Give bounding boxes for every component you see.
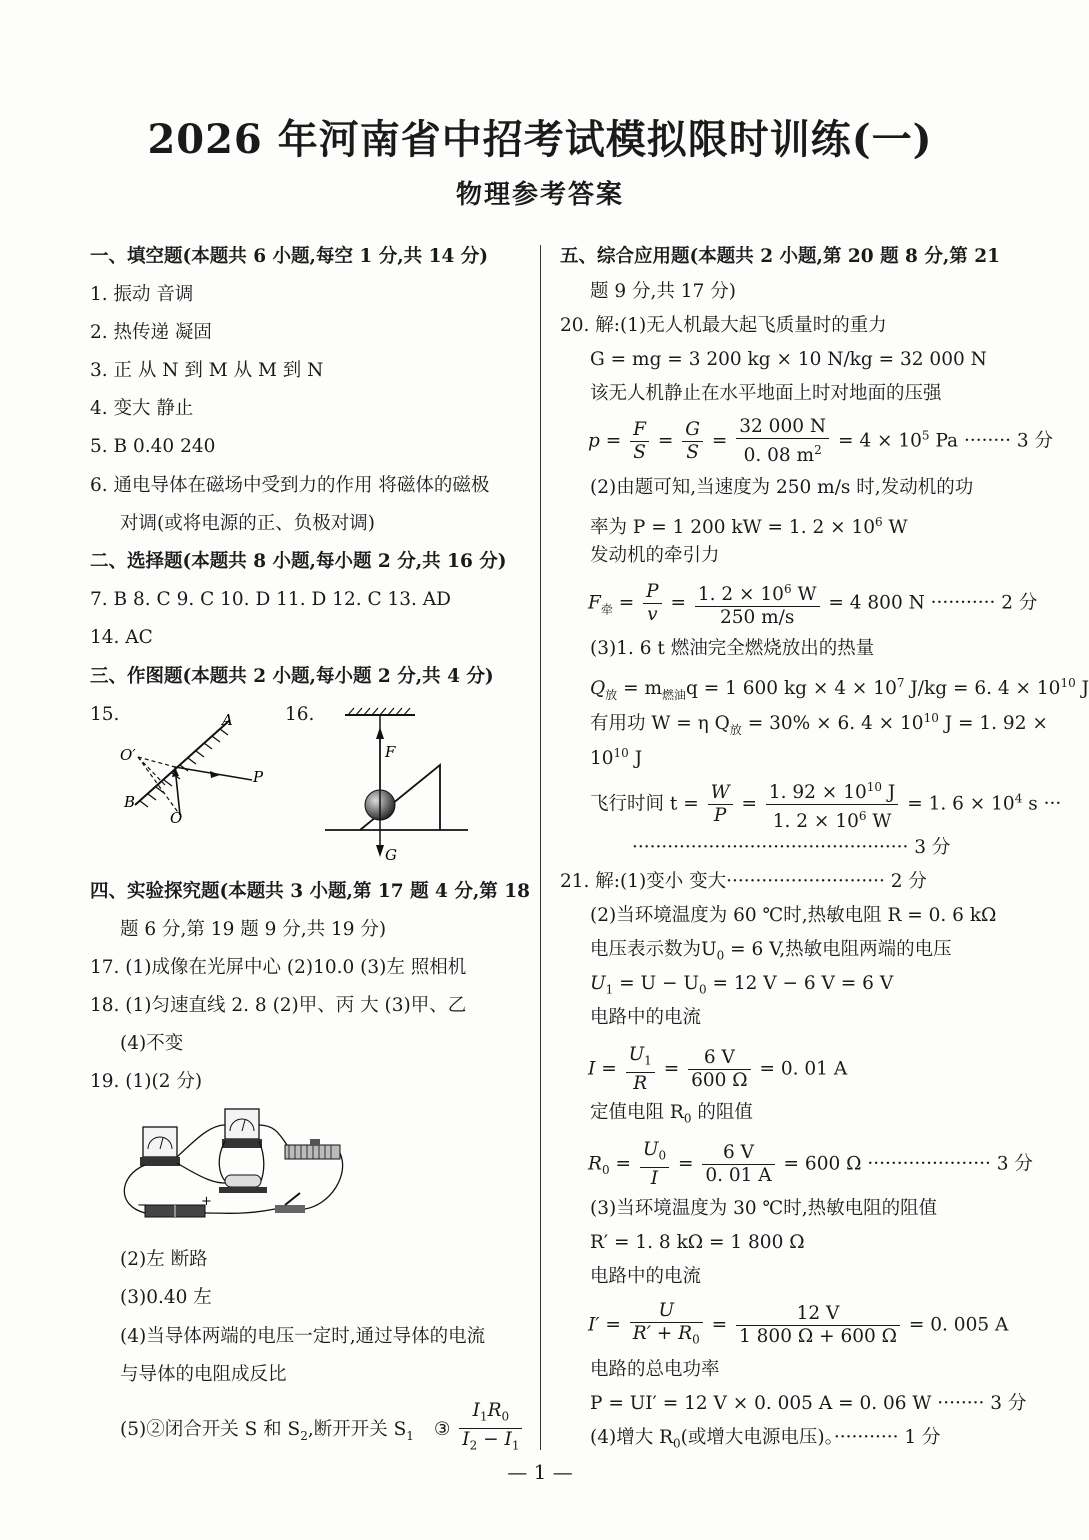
label-O: O (170, 809, 183, 827)
q21-3-line3: 电路中的电流 (590, 1266, 702, 1287)
battery-positive-label: + (201, 1194, 212, 1209)
q20-force-formula: $F_牵$ = $\frac{P}{v}$ = $\frac{1. 2 \times 10^6 W}{250 m/s}$ = 4 800 N ··········· 2 分 (588, 578, 1037, 629)
answer-5: 5. B 0.40 240 (90, 436, 216, 457)
page-title: 2026 年河南省中招考试模拟限时训练(一) (147, 116, 933, 163)
q20-line1: 20. 解:(1)无人机最大起飞质量时的重力 (560, 315, 887, 336)
section-5-title-line1: 五、综合应用题(本题共 2 小题,第 20 题 8 分,第 21 (560, 246, 1000, 267)
q21-current-prime-formula: I′ = $\frac{U}{R' + R_0}$ = $\frac{12 V}{1 800 \Omega + 600 \Omega}$ = 0. 005 A (588, 1300, 1009, 1347)
q20-2-line2: 率为 P = 1 200 kW = 1. $2 \times 10^6$ W (590, 515, 908, 539)
q21-line2: (2)当环境温度为 60 ℃时,热敏电阻 R = 0. 6 kΩ (590, 905, 997, 926)
question-16-label: 16. (285, 704, 315, 725)
answer-19-5: (5)②闭合开关 S 和 $S_2$,断开开关 $S_1$ ③ $\frac{I_1R_0}{I_2 - I_1}$ (120, 1402, 525, 1458)
answer-19-4-line2: 与导体的电阻成反比 (120, 1364, 287, 1385)
label-A: A (222, 711, 233, 729)
answer-3: 3. 正 从 N 到 M 从 M 到 N (90, 360, 324, 381)
page-subtitle: 物理参考答案 (455, 180, 624, 210)
figure-16-force-diagram (320, 705, 480, 865)
label-B: B (124, 793, 136, 811)
q21-4: (4)增大 $R_0$(或增大电源电压)。··········· 1 分 (590, 1427, 941, 1451)
section-4-title-line2: 题 6 分,第 19 题 9 分,共 19 分) (120, 919, 387, 940)
q20-2-line1: (2)由题可知,当速度为 250 m/s 时,发动机的功 (590, 477, 974, 498)
q21-3-line4: 电路的总电功率 (590, 1359, 720, 1380)
section-2-title: 二、选择题(本题共 8 小题,每小题 2 分,共 16 分) (90, 551, 507, 572)
answer-19-4-line1: (4)当导体两端的电压一定时,通过导体的电流 (120, 1326, 486, 1347)
q20-line3: 该无人机静止在水平地面上时对地面的压强 (590, 383, 942, 404)
answer-2: 2. 热传递 凝固 (90, 322, 212, 343)
q21-line3: 电压表示数为$U_0 = 6$ V,热敏电阻两端的电压 (590, 939, 952, 963)
q21-current-formula: I = $\frac{U_1}{R}$ = $\frac{6 V}{600 \Omega}$ = 0. 01 A (588, 1044, 848, 1094)
page-number: — 1 — (507, 1460, 573, 1484)
q20-heat-formula: $Q_放 = m_{燃油}q = 1$ 600 kg × $4 \times 10^7$ J/kg = 6. $4 \times 10^{10}$ J (590, 676, 1089, 702)
answer-19-1: 19. (1)(2 分) (90, 1071, 203, 1092)
section-3-title: 三、作图题(本题共 2 小题,每小题 2 分,共 4 分) (90, 666, 494, 687)
figure-15-mirror-diagram (110, 705, 280, 830)
answer-17: 17. (1)成像在光屏中心 (2)10.0 (3)左 照相机 (90, 957, 467, 978)
answer-19-3: (3)0.40 左 (120, 1287, 212, 1308)
section-4-title-line1: 四、实验探究题(本题共 3 小题,第 17 题 4 分,第 18 (90, 881, 530, 902)
q20-time-score: ··············································· 3 分 (632, 837, 951, 858)
answer-19-5-fraction: $\frac{I_1R_0}{I_2 - I_1}$ (459, 1400, 522, 1456)
q20-line2: G = mg = 3 200 kg × 10 N/kg = 32 000 N (590, 349, 987, 370)
battery-negative-label: − (137, 1198, 148, 1213)
answer-6-line1: 6. 通电导体在磁场中受到力的作用 将磁体的磁极 (90, 475, 490, 496)
label-O-prime: O′ (120, 746, 136, 764)
q21-r0-formula: $R_0$ = $\frac{U_0}{I}$ = $\frac{6 V}{0. 01 A}$ = 600 Ω ····················· 3 分 (588, 1139, 1033, 1189)
q20-3-line1: (3)1. 6 t 燃油完全燃烧放出的热量 (590, 638, 875, 659)
q21-3-line2: R′ = 1. 8 kΩ = 1 800 Ω (590, 1232, 805, 1253)
label-G: G (385, 846, 397, 864)
q21-line1: 21. 解:(1)变小 变大··························· 2 分 (560, 871, 927, 892)
column-divider (540, 245, 541, 1450)
question-15-label: 15. (90, 704, 120, 725)
section-5-title-line2: 题 9 分,共 17 分) (590, 281, 736, 302)
q20-time-formula: 飞行时间 t = $\frac{W}{P}$ = $\frac{1. 92 \times 10^{10} J}{1. 2 \times 10^6 W}$ = 1. $6 \times 10^4$ s ··· (590, 776, 1061, 833)
q21-3-line1: (3)当环境温度为 30 ℃时,热敏电阻的阻值 (590, 1198, 938, 1219)
q21-line4: $U_1 = U - U_0 = 12$ V − 6 V = 6 V (590, 973, 894, 997)
q21-line5: 电路中的电流 (590, 1007, 702, 1028)
label-F: F (385, 743, 396, 761)
answers-7-13: 7. B 8. C 9. C 10. D 11. D 12. C 13. AD (90, 589, 452, 610)
q20-work-line1: 有用功 W = η $Q_放 = 30\% \times 6$. $4 \times 10^{10}$ J = 1. 92 × (590, 711, 1048, 737)
q20-2-line3: 发动机的牵引力 (590, 545, 720, 566)
answer-1: 1. 振动 音调 (90, 284, 194, 305)
answer-6-line2: 对调(或将电源的正、负极对调) (120, 513, 375, 534)
answer-14: 14. AC (90, 627, 153, 648)
answer-18-line2: (4)不变 (120, 1033, 184, 1054)
section-1-title: 一、填空题(本题共 6 小题,每空 1 分,共 14 分) (90, 246, 489, 267)
answer-19-2: (2)左 断路 (120, 1249, 208, 1270)
q20-work-line2: $10^{10}$ J (590, 746, 643, 770)
answer-18-line1: 18. (1)匀速直线 2. 8 (2)甲、丙 大 (3)甲、乙 (90, 995, 467, 1016)
q21-3-line5: P = UI′ = 12 V × 0. 005 A = 0. 06 W ········ 3 分 (590, 1393, 1027, 1414)
q21-line6: 定值电阻 $R_0$ 的阻值 (590, 1102, 753, 1126)
answer-4: 4. 变大 静止 (90, 398, 194, 419)
figure-19-circuit-diagram (115, 1105, 355, 1225)
q20-pressure-formula: p = $\frac{F}{S}$ = $\frac{G}{S}$ = $\frac{32 000 N}{0. 08 m^2}$ = $4 \times 10^5$ Pa ········ 3 分 (588, 416, 1054, 467)
label-P: P (253, 768, 264, 786)
